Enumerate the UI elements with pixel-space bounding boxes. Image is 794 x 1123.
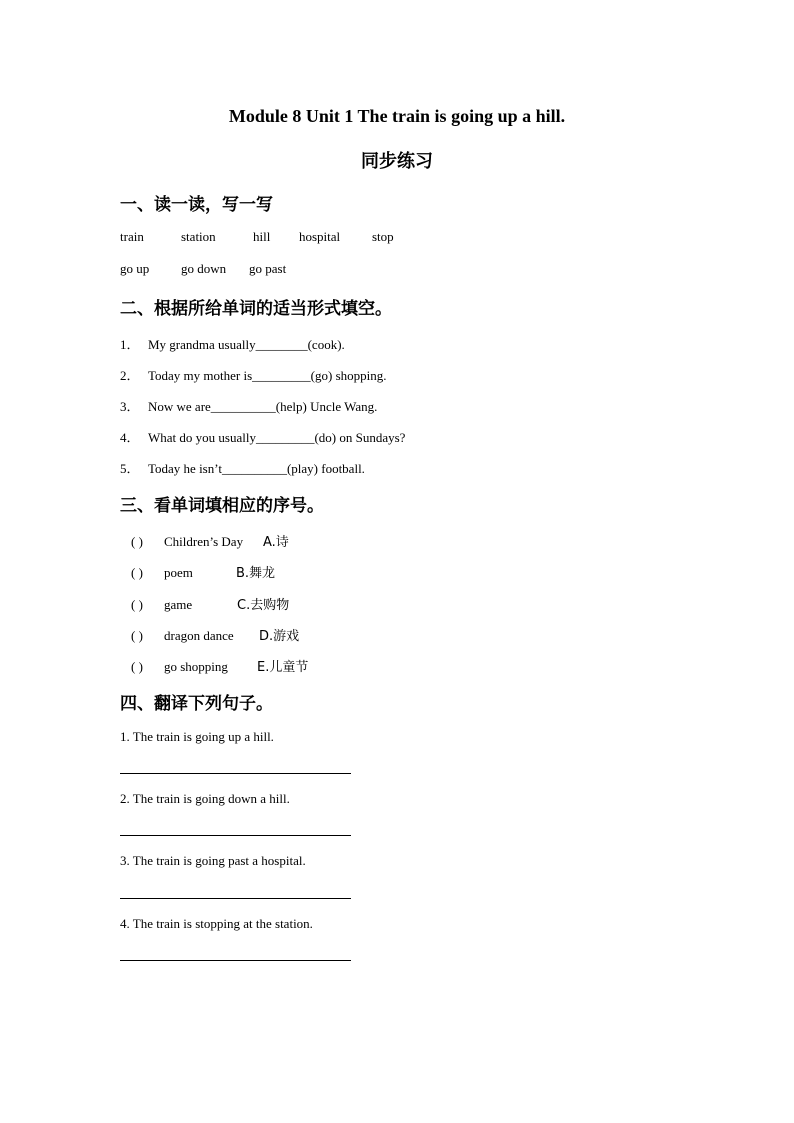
match-row [131, 531, 289, 550]
match-row [131, 625, 299, 644]
section-3-heading: 三、看单词填相应的序号。 [120, 496, 324, 516]
translate-sentence: 3. The train is going past a hospital. [120, 853, 306, 868]
item-text: Today he isn’t__________(play) football. [148, 461, 365, 476]
fill-blank-item [120, 365, 387, 384]
match-option: C.去购物 [237, 598, 290, 613]
match-word: Children’s Day [164, 534, 244, 549]
translate-sentence: 2. The train is going down a hill. [120, 791, 290, 806]
vocab-word: hospital [299, 229, 341, 244]
page-title: Module 8 Unit 1 The train is going up a hill. [228, 106, 566, 126]
vocab-word: train [120, 229, 144, 244]
vocab-word: stop [372, 229, 394, 244]
page-subtitle: 同步练习 [361, 151, 433, 172]
vocab-phrase: go down [181, 261, 227, 276]
answer-line[interactable] [120, 773, 351, 774]
match-option: B.舞龙 [236, 566, 276, 581]
vocab-word: station [181, 229, 216, 244]
item-text: Now we are__________(help) Uncle Wang. [148, 399, 378, 414]
item-number: 4． [120, 430, 140, 445]
section-2-heading: 二、根据所给单词的适当形式填空。 [120, 299, 392, 319]
match-word: game [164, 597, 193, 612]
item-number: 5． [120, 461, 140, 476]
vocab-phrase: go up [120, 261, 150, 276]
translate-sentence: 1. The train is going up a hill. [120, 729, 274, 744]
vocab-phrase: go past [249, 261, 287, 276]
item-number: 1． [120, 337, 140, 352]
section-4-heading: 四、翻译下列句子。 [120, 694, 273, 714]
answer-paren: ( ) [131, 628, 143, 643]
match-row [131, 594, 289, 613]
match-word: poem [164, 565, 193, 580]
answer-paren: ( ) [131, 534, 143, 549]
match-word: dragon dance [164, 628, 234, 643]
item-text: My grandma usually________(cook). [148, 337, 345, 352]
vocab-word: hill [253, 229, 271, 244]
answer-line[interactable] [120, 960, 351, 961]
fill-blank-item [120, 427, 405, 446]
match-option: D.游戏 [259, 629, 300, 644]
fill-blank-item [120, 334, 345, 353]
match-word: go shopping [164, 659, 228, 674]
answer-paren: ( ) [131, 565, 143, 580]
item-number: 2． [120, 368, 140, 383]
match-option: A.诗 [263, 535, 289, 550]
answer-paren: ( ) [131, 597, 143, 612]
item-number: 3． [120, 399, 140, 414]
match-option: E.儿童节 [257, 660, 309, 675]
fill-blank-item [120, 458, 365, 477]
section-1-heading: 一、读一读，写一写 [120, 195, 273, 215]
answer-paren: ( ) [131, 659, 143, 674]
match-row [131, 656, 308, 675]
item-text: What do you usually_________(do) on Sundays? [148, 430, 406, 445]
match-row [131, 562, 275, 581]
answer-line[interactable] [120, 835, 351, 836]
answer-line[interactable] [120, 898, 351, 899]
fill-blank-item [120, 396, 377, 415]
item-text: Today my mother is_________(go) shopping. [148, 368, 387, 383]
translate-sentence: 4. The train is stopping at the station. [120, 916, 313, 931]
